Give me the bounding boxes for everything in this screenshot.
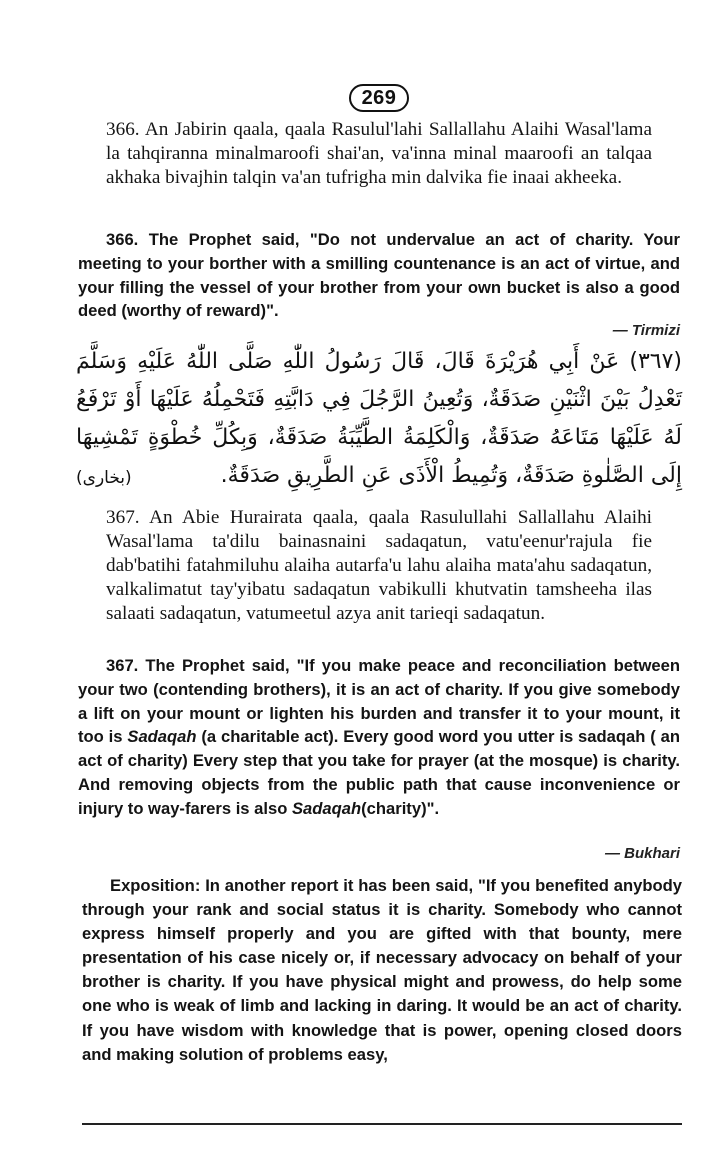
exposition-text: In another report it has been said, "If you benefited anybody through your rank and social status it is charity. Somebody who cannot express himself properly and you are gifted with that bounty, mere presentation of his case nicely or, if necessary advocacy on behalf of your brother is charity. If you have physical might and prowess, do help some one who is weak of limb and lacking in daring. It would be an act of charity. If you have wisdom with knowledge that is power, opening closed doors and making solution of problems easy,	[82, 876, 682, 1064]
hadith-367-translation	[78, 654, 680, 821]
sadaqah-term-1: Sadaqah	[127, 727, 197, 747]
hadith-367-reference: — Bukhari	[604, 845, 680, 862]
hadith-366-translation	[78, 228, 680, 323]
hadith-367-translation-text-3: (charity)".	[361, 798, 440, 818]
hadith-367-transliteration: 367. An Abie Hurairata qaala, qaala Rasulullahi Sallallahu Alaihi Wasal'lama ta'dilu bainasnaini sadaqatun, vatu'eenur'rajula fie dab'batihi fatahmiluhu alaiha autarfa'u lahu alaiha mata'ahu sadaqatun, valkalimatut tay'yibatu sadaqatun vabikulli khutvatin tamsheeha ilas salaati sadaqatun, vatumeetul azya anit tarieqi sadaqatun.	[106, 507, 652, 624]
hadith-367-translation-text-2: (a charitable act). Every good word you utter is sadaqah ( an act of charity) Every step that you take for prayer (at the mosque) is charity. And removing objects from the public path that cause inconvenience or injury to way-farers is also	[78, 727, 680, 818]
sadaqah-term-2: Sadaqah	[291, 798, 362, 818]
hadith-366-translation-text: 366. The Prophet said, "Do not undervalue an act of charity. Your meeting to your borther with a smilling countenance is an act of virtue, and your filling the vessel of your brother from your own bucket is also a good deed (worthy of reward)".	[78, 230, 680, 321]
hadith-366-reference: — Tirmizi	[612, 322, 680, 339]
hadith-367-arabic: (٣٦٧) عَنْ أَبِي هُرَيْرَةَ قَالَ، قَالَ رَسُولُ اللّٰهِ صَلَّى اللّٰهُ عَلَيْهِ وَسَلَّمَ تَعْدِلُ بَيْنَ اثْنَيْنِ صَدَقَةٌ، وَتُعِينُ الرَّجُلَ فِي دَابَّتِهِ فَتَحْمِلُهُ عَلَيْهَا أَوْ تَرْفَعُ لَهُ عَلَيْهَا مَتَاعَهُ صَدَقَةٌ، وَالْكَلِمَةُ الطَّيِّبَةُ صَدَقَةٌ، وَبِكُلِّ خُطْوَةٍ تَمْشِيهَا إِلَى الصَّلٰوةِ صَدَقَةٌ، وَتُمِيطُ الْأَذَى عَنِ الطَّرِيقِ صَدَقَةٌ.	[76, 349, 682, 488]
exposition-label: Exposition:	[110, 876, 201, 895]
hadith-366-transliteration: 366. An Jabirin qaala, qaala Rasulul'lahi Sallallahu Alaihi Wasal'lama la tahqiranna minalmaroofi shai'an, va'inna minal maaroofi an talqaa akhaka bivajhin talqin va'an tufrigha min dalvika fie inaai akheeka.	[106, 119, 652, 188]
hadith-367-translation-text-1: 367. The Prophet said, "If you make peace and reconciliation between your two (contending brothers), it is an act of charity. If you give somebody a lift on your mount or lighten his burden and transfer it to your mount, it too is	[78, 656, 680, 747]
exposition-paragraph	[82, 874, 682, 1067]
footer-divider	[82, 1123, 682, 1125]
page-number: 269	[349, 84, 409, 112]
hadith-367-arabic-source: (بخاری)	[76, 468, 132, 488]
